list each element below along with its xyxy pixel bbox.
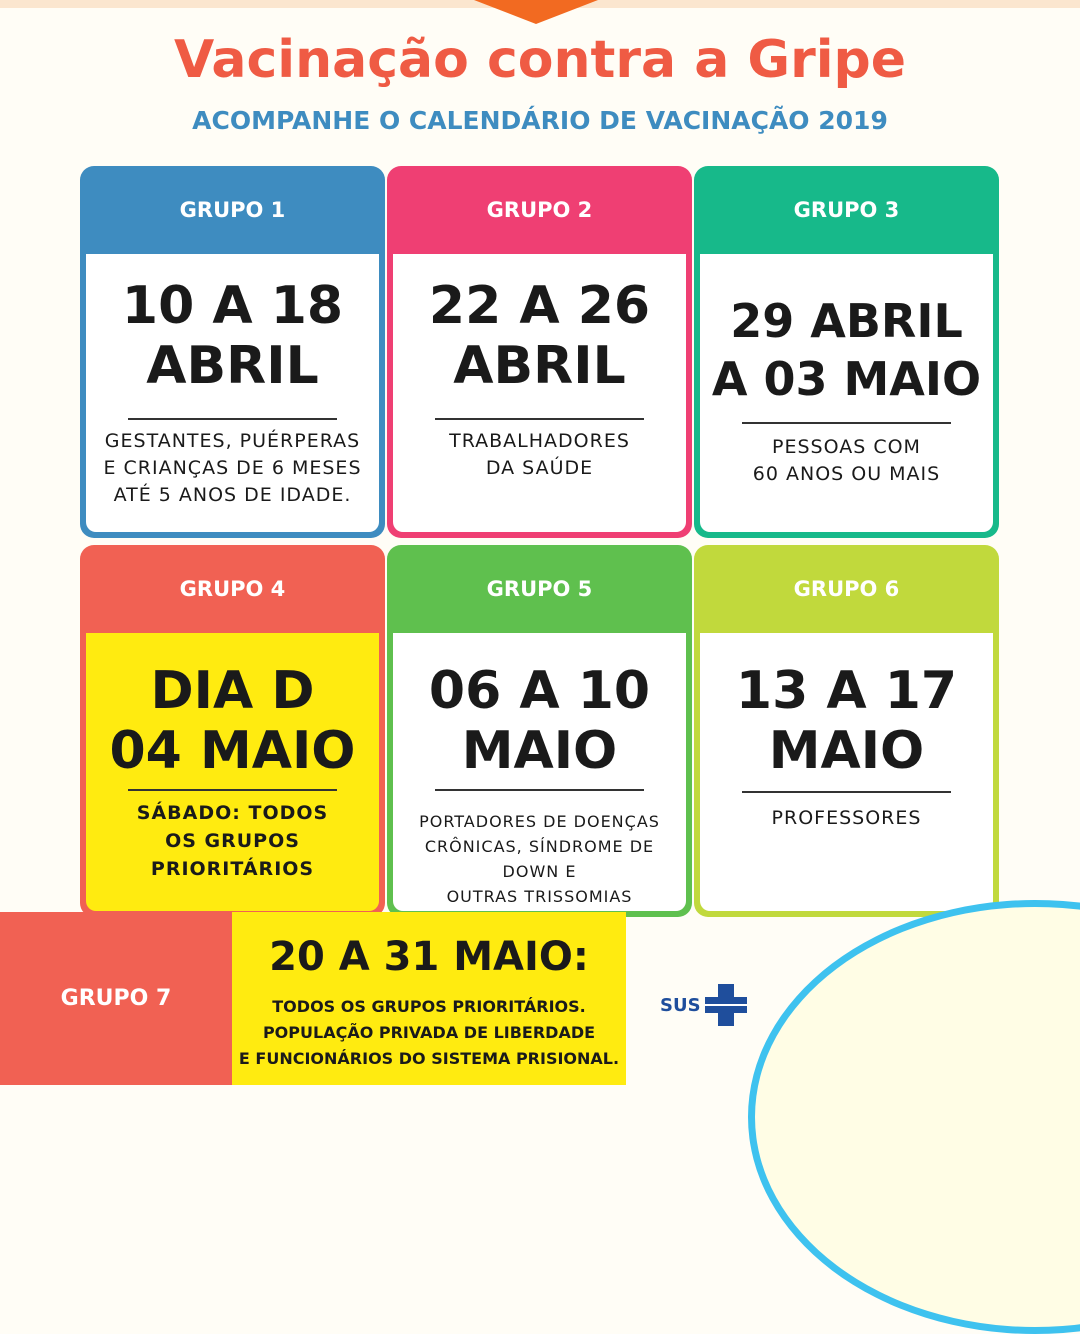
group-6-date-line2: MAIO	[768, 721, 925, 781]
group-5-divider	[435, 789, 644, 791]
group-5-desc-line: CRÔNICAS, SÍNDROME DE	[424, 837, 655, 856]
group-3-description	[708, 434, 985, 488]
group-6-divider	[742, 791, 951, 793]
group-2-desc-line: DA SAÚDE	[485, 457, 594, 479]
group-3-label: GRUPO 3	[793, 198, 900, 222]
group-2-date-line2: ABRIL	[453, 336, 626, 396]
group-5-label: GRUPO 5	[486, 577, 593, 601]
group-5-desc-line: DOWN E	[502, 862, 577, 881]
group-1-desc-line: E CRIANÇAS DE 6 MESES	[103, 457, 362, 479]
group-4-desc-line: SÁBADO: TODOS	[136, 802, 329, 824]
group-3-body	[700, 254, 993, 532]
group-4-body	[86, 633, 379, 911]
group-5-date-line1: 06 A 10	[428, 661, 651, 721]
page-subtitle: ACOMPANHE O CALENDÁRIO DE VACINAÇÃO 2019	[192, 106, 888, 135]
group-7-desc-line: E FUNCIONÁRIOS DO SISTEMA PRISIONAL.	[238, 1049, 620, 1068]
sus-logo	[660, 980, 749, 1030]
group-5-desc-line: PORTADORES DE DOENÇAS	[419, 812, 660, 831]
group-3-date-line2: A 03 MAIO	[711, 352, 982, 406]
group-7-body	[232, 912, 626, 1085]
group-4-date-line1: DIA D	[150, 661, 315, 721]
group-1-label: GRUPO 1	[179, 198, 286, 222]
sus-logo-text: SUS	[660, 994, 701, 1016]
group-4-description	[94, 799, 371, 883]
group-2-date	[393, 276, 686, 396]
group-1-divider	[128, 418, 337, 420]
group-5-body	[393, 633, 686, 911]
group-1-date-line2: ABRIL	[146, 336, 319, 396]
group-3-desc-line: 60 ANOS OU MAIS	[752, 463, 941, 485]
top-triangle-decoration	[474, 0, 598, 24]
group-2-desc-line: TRABALHADORES	[449, 430, 630, 452]
group-6-card	[694, 545, 999, 917]
group-6-date	[700, 661, 993, 781]
group-4-date-line2: 04 MAIO	[109, 721, 356, 781]
group-2-date-line1: 22 A 26	[428, 276, 651, 336]
group-4-desc-line: OS GRUPOS	[165, 830, 300, 852]
group-5-date-line2: MAIO	[461, 721, 618, 781]
group-6-description	[708, 805, 985, 832]
group-1-desc-line: ATÉ 5 ANOS DE IDADE.	[113, 484, 352, 506]
group-1-description	[94, 428, 371, 509]
group-3-date-line1: 29 ABRIL	[730, 294, 963, 348]
group-3-card	[694, 166, 999, 538]
group-1-date-line1: 10 A 18	[121, 276, 344, 336]
group-3-divider	[742, 422, 951, 424]
group-2-label: GRUPO 2	[486, 198, 593, 222]
group-3-desc-line: PESSOAS COM	[772, 436, 921, 458]
group-7-label: GRUPO 7	[0, 912, 232, 1085]
group-6-desc-line: PROFESSORES	[771, 807, 922, 829]
group-5-card	[387, 545, 692, 917]
group-4-card	[80, 545, 385, 917]
group-2-description	[401, 428, 678, 482]
group-7-desc-line: POPULAÇÃO PRIVADA DE LIBERDADE	[262, 1023, 596, 1042]
group-2-divider	[435, 418, 644, 420]
group-2-card	[387, 166, 692, 538]
group-1-date	[86, 276, 379, 396]
group-4-label: GRUPO 4	[179, 577, 286, 601]
page-title: Vacinação contra a Gripe	[173, 30, 907, 90]
group-3-date	[700, 292, 993, 408]
group-7-description	[232, 994, 626, 1072]
group-6-body	[700, 633, 993, 911]
group-5-desc-line: OUTRAS TRISSOMIAS	[446, 887, 633, 906]
group-1-card	[80, 166, 385, 538]
group-5-date	[393, 661, 686, 781]
group-2-body	[393, 254, 686, 532]
group-7-desc-line: TODOS OS GRUPOS PRIORITÁRIOS.	[272, 997, 586, 1016]
group-4-desc-line: PRIORITÁRIOS	[150, 858, 315, 880]
group-1-desc-line: GESTANTES, PUÉRPERAS	[104, 430, 361, 452]
group-4-date	[86, 661, 379, 781]
group-6-date-line1: 13 A 17	[735, 661, 958, 721]
group-5-description	[401, 809, 678, 909]
group-7-date: 20 A 31 MAIO:	[269, 934, 589, 980]
group-6-label: GRUPO 6	[793, 577, 900, 601]
cross-icon	[703, 982, 749, 1028]
group-4-divider	[128, 789, 337, 791]
group-1-body	[86, 254, 379, 532]
corner-decoration	[748, 900, 1080, 1334]
